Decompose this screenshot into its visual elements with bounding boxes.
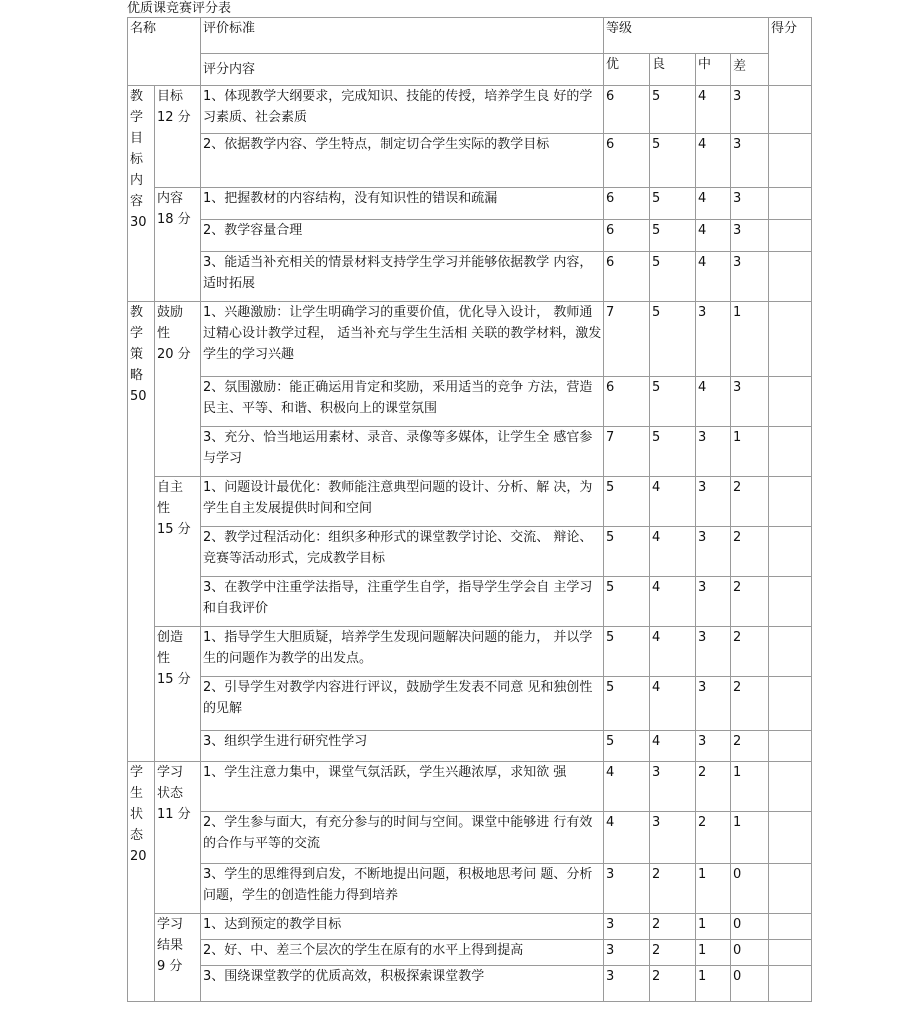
category-label-char: 教 bbox=[130, 89, 144, 104]
grade-medium: 1 bbox=[696, 914, 731, 940]
grade-poor: 1 bbox=[731, 302, 769, 377]
criterion-text: 2、学生参与面大，有充分参与的时间与空间。课堂中能够进 行有效的合作与平等的交流 bbox=[201, 812, 604, 864]
criterion-row bbox=[128, 677, 812, 731]
criterion-text: 1、把握教材的内容结构，没有知识性的错误和疏漏 bbox=[201, 188, 604, 220]
grade-poor: 1 bbox=[731, 427, 769, 477]
header-name: 名称 bbox=[128, 18, 201, 86]
header-content: 评分内容 bbox=[201, 54, 604, 86]
grade-excellent: 4 bbox=[604, 812, 650, 864]
criterion-row bbox=[128, 940, 812, 966]
grade-excellent: 6 bbox=[604, 86, 650, 134]
grade-good: 4 bbox=[650, 627, 696, 677]
criterion-text: 2、教学过程活动化：组织多种形式的课堂教学讨论、交流、 辩论、竞赛等活动形式，完成教学目标 bbox=[201, 527, 604, 577]
grade-poor: 2 bbox=[731, 627, 769, 677]
grade-excellent: 3 bbox=[604, 940, 650, 966]
grade-poor: 1 bbox=[731, 812, 769, 864]
category-label-char: 内 bbox=[130, 173, 144, 188]
grade-good: 2 bbox=[650, 966, 696, 1002]
grade-good: 4 bbox=[650, 527, 696, 577]
score-cell[interactable] bbox=[769, 577, 812, 627]
grade-poor: 3 bbox=[731, 86, 769, 134]
category-label-char: 目 bbox=[130, 131, 144, 146]
subcategory-label bbox=[155, 762, 201, 914]
category-label-char: 标 bbox=[130, 152, 144, 167]
subcategory-label-line: 12 分 bbox=[157, 110, 191, 125]
grade-poor: 3 bbox=[731, 134, 769, 188]
grade-poor: 2 bbox=[731, 477, 769, 527]
criterion-text: 3、能适当补充相关的情景材料支持学生学习并能够依据教学 内容，适时拓展 bbox=[201, 252, 604, 302]
category-label-char: 学 bbox=[130, 326, 144, 341]
score-cell[interactable] bbox=[769, 377, 812, 427]
score-cell[interactable] bbox=[769, 864, 812, 914]
subcategory-label-line: 创造 bbox=[157, 630, 184, 645]
grade-good: 5 bbox=[650, 377, 696, 427]
grade-poor: 3 bbox=[731, 188, 769, 220]
grade-medium: 1 bbox=[696, 966, 731, 1002]
grade-excellent: 7 bbox=[604, 427, 650, 477]
category-label bbox=[128, 302, 155, 762]
subcategory-label-line: 目标 bbox=[157, 89, 184, 104]
score-cell[interactable] bbox=[769, 627, 812, 677]
grade-excellent: 6 bbox=[604, 188, 650, 220]
subcategory-label-line: 内容 bbox=[157, 191, 184, 206]
criterion-text: 2、引导学生对教学内容进行评议，鼓励学生发表不同意 见和独创性的见解 bbox=[201, 677, 604, 731]
grade-good: 4 bbox=[650, 477, 696, 527]
subcategory-label bbox=[155, 914, 201, 1002]
grade-good: 5 bbox=[650, 86, 696, 134]
grade-excellent: 5 bbox=[604, 627, 650, 677]
category-label-char: 50 bbox=[130, 389, 147, 404]
scoring-table bbox=[127, 17, 812, 1002]
criterion-text: 1、学生注意力集中，课堂气氛活跃，学生兴趣浓厚，求知欲 强 bbox=[201, 762, 604, 812]
grade-poor: 2 bbox=[731, 731, 769, 762]
grade-medium: 1 bbox=[696, 864, 731, 914]
grade-good: 3 bbox=[650, 762, 696, 812]
score-cell[interactable] bbox=[769, 220, 812, 252]
header-level-excellent: 优 bbox=[604, 54, 650, 86]
subcategory-label-line: 性 bbox=[157, 501, 171, 516]
subcategory-label-line: 18 分 bbox=[157, 212, 191, 227]
grade-poor: 1 bbox=[731, 762, 769, 812]
criterion-row bbox=[128, 627, 812, 677]
grade-excellent: 7 bbox=[604, 302, 650, 377]
grade-medium: 4 bbox=[696, 134, 731, 188]
criterion-text: 1、指导学生大胆质疑，培养学生发现问题解决问题的能力， 并以学生的问题作为教学的出发点。 bbox=[201, 627, 604, 677]
criterion-row bbox=[128, 731, 812, 762]
grade-excellent: 6 bbox=[604, 252, 650, 302]
grade-medium: 3 bbox=[696, 527, 731, 577]
criterion-row bbox=[128, 527, 812, 577]
criterion-text: 1、体现教学大纲要求，完成知识、技能的传授，培养学生良 好的学习素质、社会素质 bbox=[201, 86, 604, 134]
criterion-text: 2、氛围激励：能正确运用肯定和奖励，釆用适当的竞争 方法，营造民主、平等、和谐、积极向上的课堂氛围 bbox=[201, 377, 604, 427]
grade-good: 5 bbox=[650, 252, 696, 302]
grade-poor: 0 bbox=[731, 914, 769, 940]
grade-medium: 2 bbox=[696, 812, 731, 864]
subcategory-label-line: 学习 bbox=[157, 917, 184, 932]
criterion-row bbox=[128, 377, 812, 427]
grade-good: 5 bbox=[650, 220, 696, 252]
subcategory-label-line: 学习 bbox=[157, 765, 184, 780]
score-cell[interactable] bbox=[769, 677, 812, 731]
grade-excellent: 5 bbox=[604, 731, 650, 762]
score-cell[interactable] bbox=[769, 477, 812, 527]
criterion-text: 3、组织学生进行研究性学习 bbox=[201, 731, 604, 762]
score-cell[interactable] bbox=[769, 731, 812, 762]
header-level-poor: 差 bbox=[731, 54, 769, 86]
grade-poor: 3 bbox=[731, 252, 769, 302]
grade-good: 4 bbox=[650, 731, 696, 762]
grade-excellent: 6 bbox=[604, 134, 650, 188]
subcategory-label-line: 性 bbox=[157, 326, 171, 341]
criterion-text: 1、达到预定的教学目标 bbox=[201, 914, 604, 940]
grade-good: 5 bbox=[650, 188, 696, 220]
grade-medium: 3 bbox=[696, 677, 731, 731]
subcategory-label bbox=[155, 477, 201, 627]
grade-excellent: 6 bbox=[604, 377, 650, 427]
subcategory-label-line: 性 bbox=[157, 651, 171, 666]
category-label-char: 策 bbox=[130, 347, 144, 362]
grade-excellent: 4 bbox=[604, 762, 650, 812]
grade-excellent: 6 bbox=[604, 220, 650, 252]
criterion-row bbox=[128, 577, 812, 627]
subcategory-label-line: 20 分 bbox=[157, 347, 191, 362]
category-label-char: 生 bbox=[130, 786, 144, 801]
grade-good: 5 bbox=[650, 302, 696, 377]
grade-medium: 4 bbox=[696, 188, 731, 220]
grade-good: 2 bbox=[650, 914, 696, 940]
category-label-char: 30 bbox=[130, 215, 147, 230]
grade-good: 5 bbox=[650, 134, 696, 188]
criterion-text: 2、教学容量合理 bbox=[201, 220, 604, 252]
category-label-char: 状 bbox=[130, 807, 144, 822]
criterion-text: 3、充分、恰当地运用素材、录音、录像等多媒体，让学生全 感官参与学习 bbox=[201, 427, 604, 477]
grade-poor: 0 bbox=[731, 966, 769, 1002]
grade-good: 3 bbox=[650, 812, 696, 864]
category-label-char: 略 bbox=[130, 368, 144, 383]
score-cell[interactable] bbox=[769, 966, 812, 1002]
criterion-row bbox=[128, 966, 812, 1002]
grade-medium: 3 bbox=[696, 477, 731, 527]
score-cell[interactable] bbox=[769, 527, 812, 577]
score-cell[interactable] bbox=[769, 86, 812, 134]
subcategory-label bbox=[155, 86, 201, 188]
grade-medium: 1 bbox=[696, 940, 731, 966]
criterion-row bbox=[128, 86, 812, 134]
category-label-char: 教 bbox=[130, 305, 144, 320]
score-cell[interactable] bbox=[769, 252, 812, 302]
grade-medium: 4 bbox=[696, 252, 731, 302]
header-grade: 等级 bbox=[604, 18, 769, 54]
grade-excellent: 3 bbox=[604, 966, 650, 1002]
header-standard: 评价标准 bbox=[201, 18, 604, 54]
criterion-text: 2、依据教学内容、学生特点，制定切合学生实际的教学目标 bbox=[201, 134, 604, 188]
criterion-row bbox=[128, 134, 812, 188]
criterion-text: 3、围绕课堂教学的优质高效，积极探索课堂教学 bbox=[201, 966, 604, 1002]
grade-poor: 0 bbox=[731, 940, 769, 966]
criterion-row bbox=[128, 812, 812, 864]
grade-poor: 2 bbox=[731, 677, 769, 731]
criterion-row bbox=[128, 914, 812, 940]
criterion-row bbox=[128, 302, 812, 377]
grade-medium: 3 bbox=[696, 427, 731, 477]
subcategory-label bbox=[155, 627, 201, 762]
score-cell[interactable] bbox=[769, 134, 812, 188]
criterion-text: 1、问题设计最优化：教师能注意典型问题的设计、分析、解 决，为学生自主发展提供时间和空间 bbox=[201, 477, 604, 527]
grade-good: 4 bbox=[650, 577, 696, 627]
category-label-char: 态 bbox=[130, 828, 144, 843]
grade-medium: 3 bbox=[696, 731, 731, 762]
grade-excellent: 5 bbox=[604, 477, 650, 527]
subcategory-label-line: 9 分 bbox=[157, 959, 183, 974]
subcategory-label-line: 自主 bbox=[157, 480, 184, 495]
criterion-row bbox=[128, 427, 812, 477]
score-cell[interactable] bbox=[769, 762, 812, 812]
grade-medium: 4 bbox=[696, 220, 731, 252]
grade-good: 2 bbox=[650, 864, 696, 914]
grade-good: 4 bbox=[650, 677, 696, 731]
criterion-text: 2、好、中、差三个层次的学生在原有的水平上得到提高 bbox=[201, 940, 604, 966]
grade-medium: 3 bbox=[696, 577, 731, 627]
grade-poor: 2 bbox=[731, 527, 769, 577]
grade-poor: 2 bbox=[731, 577, 769, 627]
subcategory-label-line: 鼓励 bbox=[157, 305, 184, 320]
subcategory-label-line: 11 分 bbox=[157, 807, 191, 822]
subcategory-label-line: 结果 bbox=[157, 938, 184, 953]
category-label-char: 学 bbox=[130, 110, 144, 125]
sheet-title: 优质课竞赛评分表 bbox=[127, 1, 232, 16]
criterion-row bbox=[128, 188, 812, 220]
criterion-row bbox=[128, 864, 812, 914]
grade-good: 5 bbox=[650, 427, 696, 477]
subcategory-label bbox=[155, 302, 201, 477]
category-label bbox=[128, 762, 155, 1002]
subcategory-label-line: 15 分 bbox=[157, 522, 191, 537]
grade-medium: 4 bbox=[696, 86, 731, 134]
subcategory-label-line: 状态 bbox=[157, 786, 184, 801]
grade-excellent: 5 bbox=[604, 677, 650, 731]
grade-medium: 4 bbox=[696, 377, 731, 427]
grade-excellent: 3 bbox=[604, 914, 650, 940]
criterion-row bbox=[128, 762, 812, 812]
category-label bbox=[128, 86, 155, 302]
grade-poor: 3 bbox=[731, 220, 769, 252]
grade-medium: 3 bbox=[696, 302, 731, 377]
score-cell[interactable] bbox=[769, 188, 812, 220]
criterion-text: 3、在教学中注重学法指导，注重学生自学，指导学生学会自 主学习和自我评价 bbox=[201, 577, 604, 627]
grade-poor: 0 bbox=[731, 864, 769, 914]
score-cell[interactable] bbox=[769, 812, 812, 864]
grade-excellent: 5 bbox=[604, 577, 650, 627]
score-cell[interactable] bbox=[769, 914, 812, 940]
score-cell[interactable] bbox=[769, 427, 812, 477]
grade-poor: 3 bbox=[731, 377, 769, 427]
category-label-char: 学 bbox=[130, 765, 144, 780]
grade-good: 2 bbox=[650, 940, 696, 966]
grade-medium: 3 bbox=[696, 627, 731, 677]
grade-excellent: 3 bbox=[604, 864, 650, 914]
criterion-row bbox=[128, 252, 812, 302]
subcategory-label bbox=[155, 188, 201, 302]
header-level-medium: 中 bbox=[696, 54, 731, 86]
criterion-row bbox=[128, 477, 812, 527]
category-label-char: 容 bbox=[130, 194, 144, 209]
header-level-good: 良 bbox=[650, 54, 696, 86]
criterion-row bbox=[128, 220, 812, 252]
criterion-text: 3、学生的思维得到启发，不断地提出问题，积极地思考问 题、分析问题，学生的创造性能力得到培养 bbox=[201, 864, 604, 914]
score-cell[interactable] bbox=[769, 940, 812, 966]
subcategory-label-line: 15 分 bbox=[157, 672, 191, 687]
score-cell[interactable] bbox=[769, 302, 812, 377]
grade-medium: 2 bbox=[696, 762, 731, 812]
grade-excellent: 5 bbox=[604, 527, 650, 577]
criterion-text: 1、兴趣激励：让学生明确学习的重要价值，优化导入设计， 教师通过精心设计教学过程， 适当补充与学生生活相 关联的教学材料，激发学生的学习兴趣 bbox=[201, 302, 604, 377]
category-label-char: 20 bbox=[130, 849, 147, 864]
header-score: 得分 bbox=[769, 18, 812, 86]
